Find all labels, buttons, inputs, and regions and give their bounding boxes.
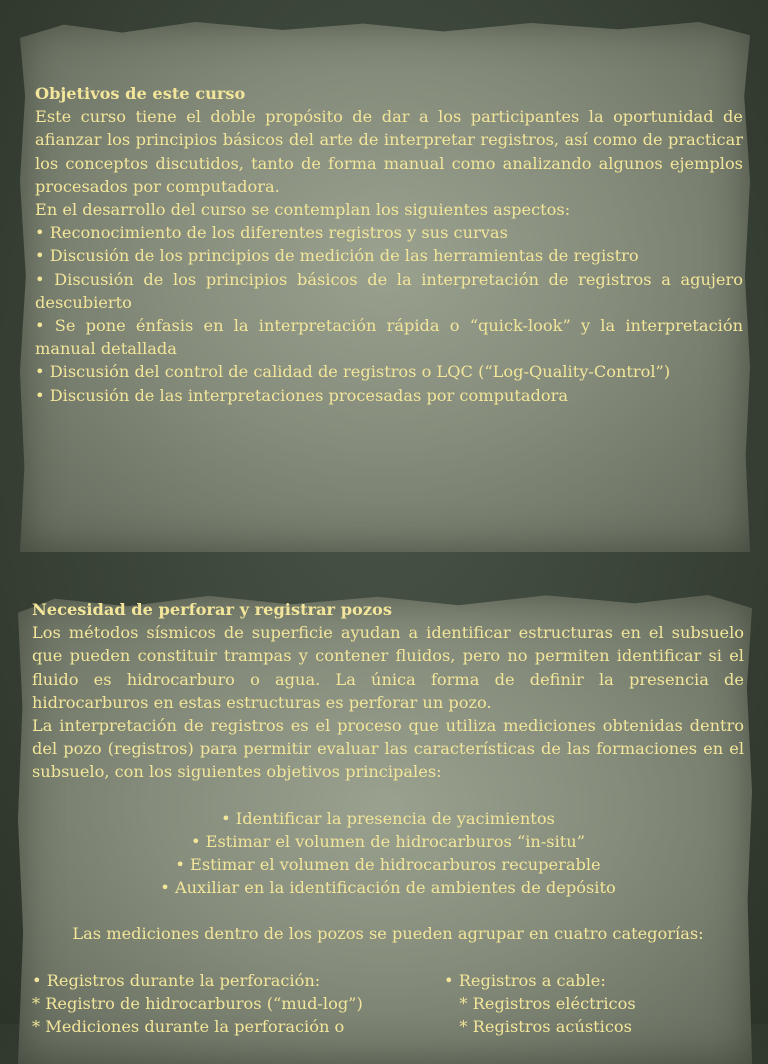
bullet-item: • Reconocimiento de los diferentes registros y sus curvas <box>35 223 508 243</box>
slide-necesidad <box>0 512 768 1037</box>
category-item: * Registros eléctricos <box>444 993 636 1013</box>
slide-objetivos <box>0 0 768 512</box>
category-right-column <box>444 969 744 1039</box>
objective-item: • Estimar el volumen de hidrocarburos “in-situ” <box>190 831 586 851</box>
objective-item: • Identificar la presencia de yacimientos <box>221 808 555 828</box>
category-left-column <box>32 969 444 1039</box>
slide-content <box>32 598 744 1038</box>
bullet-item: • Discusión de las interpretaciones procesadas por computadora <box>35 385 569 405</box>
category-item: • Registros durante la perforación: <box>32 970 321 990</box>
categories-lead: Las mediciones dentro de los pozos se pueden agrupar en cuatro categorías: <box>72 924 704 944</box>
bullet-item: • Se pone énfasis en la interpretación rápida o “quick-look” y la interpretación manual detallada <box>35 316 743 359</box>
objective-item: • Auxiliar en la identificación de ambientes de depósito <box>160 878 616 898</box>
categories-columns <box>32 969 744 1039</box>
paragraph-interpretacion: La interpretación de registros es el proceso que utiliza mediciones obtenidas dentro del pozo (registros) para permitir evaluar las características de las formaciones en el subsuelo, con los siguientes objetivos principales: <box>32 716 744 782</box>
slide-content <box>35 82 743 407</box>
bullet-item: • Discusión de los principios de medición de las herramientas de registro <box>35 246 639 266</box>
paragraph-sismica: Los métodos sísmicos de superficie ayudan a identificar estructuras en el subsuelo que pueden constituir trampas y contener fluidos, pero no permiten identificar si el fluido es hidrocarburo o agua. La única forma de definir la presencia de hidrocarburos en estas estructuras es perforar un pozo. <box>32 623 744 712</box>
bullet-item: • Discusión del control de calidad de registros o LQC (“Log-Quality-Control”) <box>35 362 671 382</box>
category-item: * Mediciones durante la perforación o <box>32 1017 345 1037</box>
bullet-item: • Discusión de los principios básicos de la interpretación de registros a agujero descubierto <box>35 269 743 312</box>
category-item: * Registros acústicos <box>444 1017 632 1037</box>
intro-paragraph: Este curso tiene el doble propósito de dar a los participantes la oportunidad de afianzar los principios básicos del arte de interpretar registros, así como de practicar los conceptos discutidos, tanto de forma manual como analizando algunos ejemplos procesados por computadora. <box>35 107 743 196</box>
slide-title: Necesidad de perforar y registrar pozos <box>32 600 392 619</box>
category-item: • Registros a cable: <box>444 970 606 990</box>
category-item: * Registro de hidrocarburos (“mud-log”) <box>32 993 363 1013</box>
slide-title: Objetivos de este curso <box>35 84 246 103</box>
lead-text: En el desarrollo del curso se contemplan los siguientes aspectos: <box>35 200 571 220</box>
objective-item: • Estimar el volumen de hidrocarburos recuperable <box>175 855 601 875</box>
